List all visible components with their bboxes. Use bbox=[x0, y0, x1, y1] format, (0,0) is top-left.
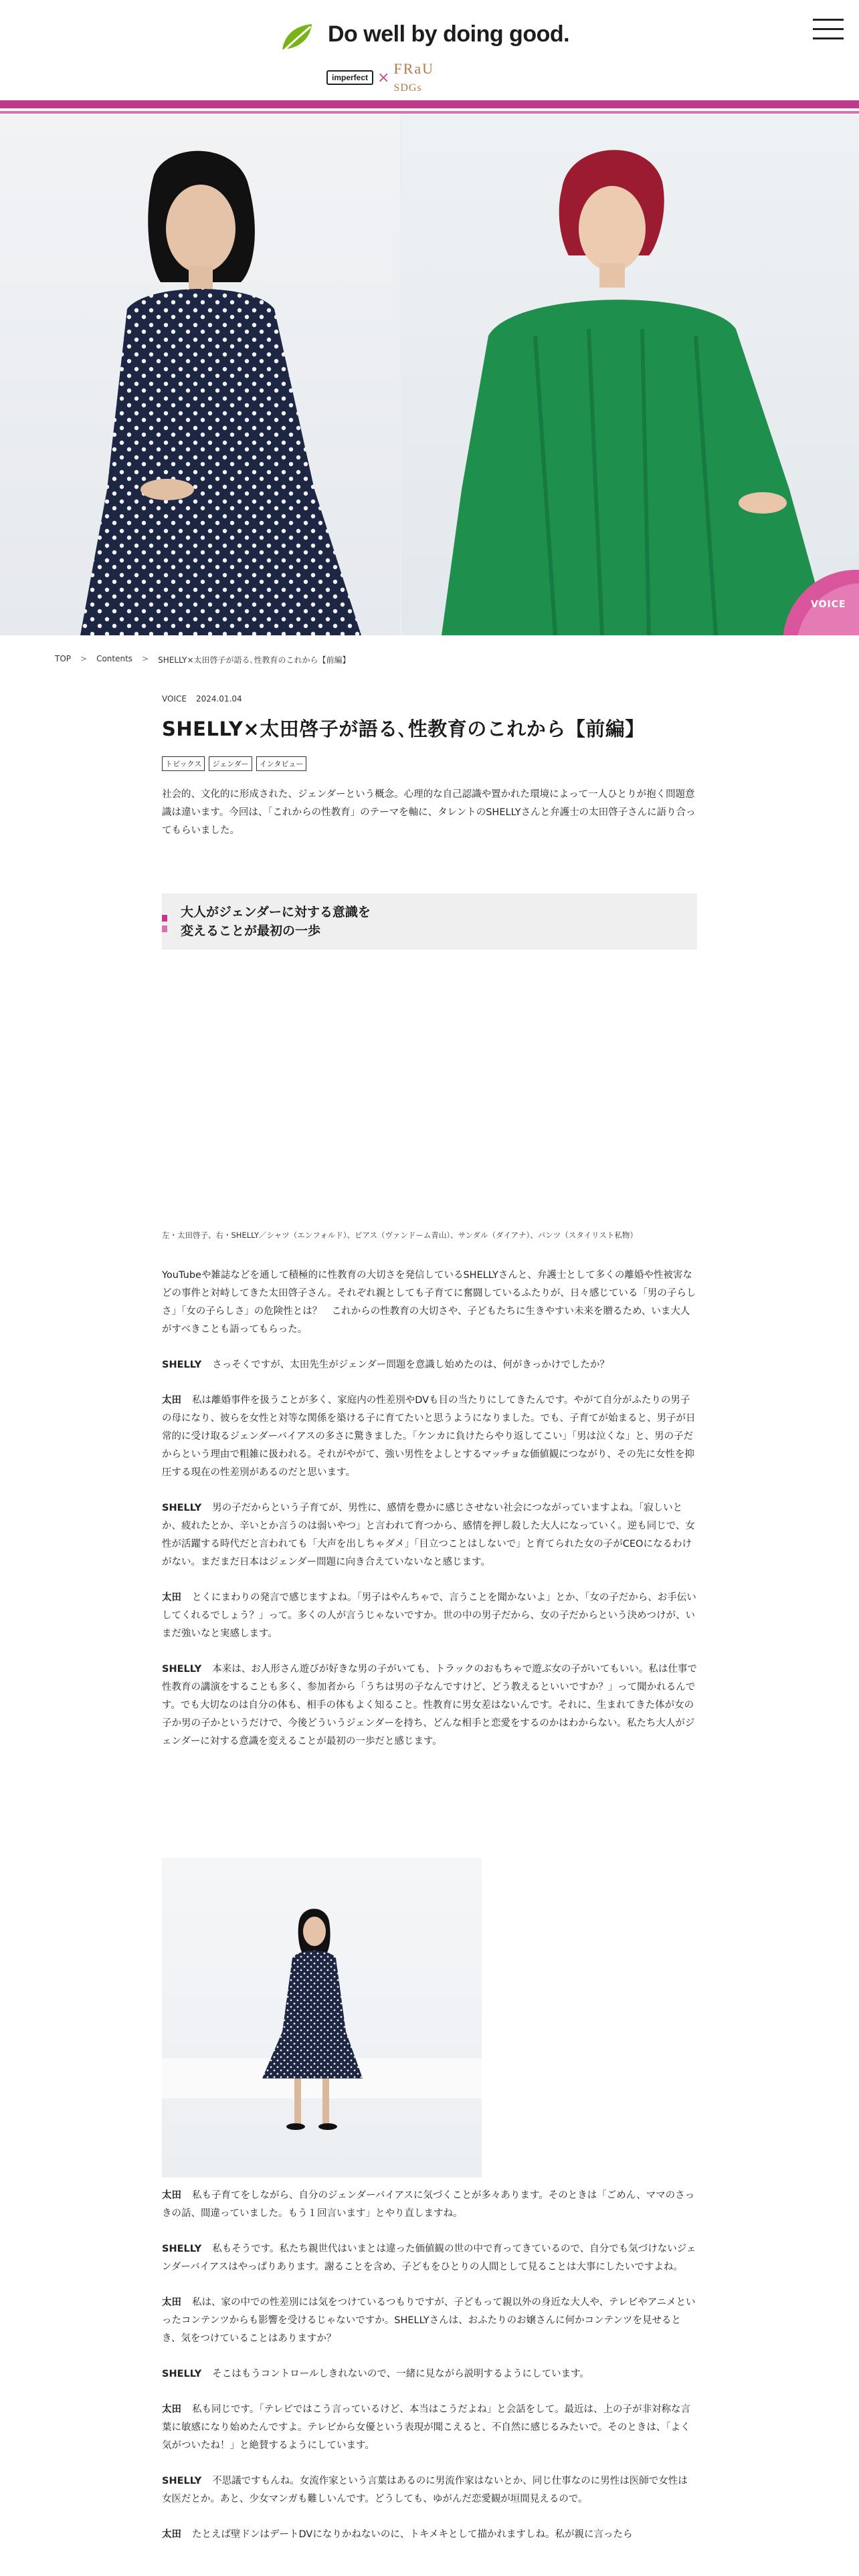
speaker-name: SHELLY bbox=[162, 1664, 202, 1675]
paragraph: 太田 私は離婚事件を扱うことが多く、家庭内の性差別やDVも目の当たりにしてきたんです。やがて自分がふたりの男子の母になり、彼らを女性と対等な関係を築ける子に育てたいと思うようになりました。でも、子育てが始まると、男子が日常的に受け取るジェンダーバイアスの多さに驚きました。「ケンカに負けたらやり返してこい」「男は泣くな」と、男の子だからという理由で粗雑に扱われる。それがやがて、強い男性をよしとするマッチョな価値観につながり、その先に女性を抑圧する現在の性差別があるのだと思います。 bbox=[162, 1395, 696, 1478]
article-body bbox=[162, 1267, 697, 1768]
imperfect-badge: imperfect bbox=[326, 70, 373, 85]
speaker-name: 太田 bbox=[162, 2404, 181, 2415]
logo-sub-brands bbox=[326, 60, 434, 95]
article-tags bbox=[162, 756, 697, 771]
speaker-name: SHELLY bbox=[162, 1360, 202, 1370]
woman-right-illustration-icon bbox=[401, 115, 859, 635]
paragraph: SHELLY 私もそうです。私たち親世代はいまとは違った価値観の世の中で育ってきているので、自分でも気づけないジェンダーバイアスはやっぱりあります。謝ることを含め、子どもをひとりの人間として見ることは大事にしたいですよね。 bbox=[162, 2244, 696, 2272]
article-lead: 社会的、文化的に形成された、ジェンダーという概念。心理的な自己認識や置かれた環境によって一人ひとりが抱く問題意識は違います。今回は、「これからの性教育」のテーマを軸に、タレントのSHELLYさんと弁護士の太田啓子さんに語り合ってもらいました。 bbox=[162, 789, 696, 836]
woman-left-illustration-icon bbox=[0, 115, 400, 635]
paragraph: 太田 とくにまわりの発言で感じますよね。「男子はやんちゃで、言うことを聞かないよ」とか、「女の子だから、お手伝いしてくれるでしょう？」って。多くの人が言うじゃないですか。世の中の男子だから、女の子だからという決めつけが、いまだ強いなと実感します。 bbox=[162, 1592, 696, 1639]
paragraph: SHELLY そこはもうコントロールしきれないので、一緒に見ながら説明するようにしています。 bbox=[162, 2369, 589, 2379]
breadcrumb-separator: > bbox=[142, 654, 149, 663]
hero-photo-left bbox=[0, 115, 400, 635]
header-accent-bar-thin bbox=[0, 111, 859, 114]
paragraph: 太田 私は、家の中での性差別には気をつけているつもりですが、子どもって親以外の身近な大人や、テレビやアニメといったコンテンツからも影響を受けるじゃないですか。SHELLYさんは、おふたりのお嬢さんに何かコンテンツを見せるとき、気をつけていることはありますか？ bbox=[162, 2297, 696, 2344]
voice-corner-label: VOICE bbox=[811, 599, 846, 610]
breadcrumb-top[interactable]: TOP bbox=[55, 654, 72, 663]
paragraph: SHELLY さっそくですが、太田先生がジェンダー問題を意識し始めたのは、何がきっかけでしたか？ bbox=[162, 1360, 609, 1370]
speaker-name: SHELLY bbox=[162, 2369, 202, 2379]
cross-mark: × bbox=[377, 69, 390, 86]
breadcrumb-current: SHELLY×太田啓子が語る､性教育のこれから【前編】 bbox=[158, 655, 351, 665]
paragraph: 太田 たとえば壁ドンはデートDVになりかねないのに、トキメキとして描かれますしね。私が親に言ったら bbox=[162, 2529, 633, 2540]
speaker-name: 太田 bbox=[162, 1395, 181, 1406]
site-title: Do well by doing good. bbox=[328, 21, 570, 47]
paragraph: 太田 私も子育てをしながら、自分のジェンダーバイアスに気づくことが多々あります。そのときは「ごめん、ママのさっきの話、間違っていました。もう１回言います」とやり直しますね。 bbox=[162, 2190, 695, 2219]
seated-woman-illustration-icon bbox=[162, 1858, 482, 2177]
speaker-name: 太田 bbox=[162, 1592, 181, 1603]
hero-image bbox=[0, 115, 859, 635]
leaf-logo-icon bbox=[281, 23, 314, 52]
section-heading-text: 大人がジェンダーに対する意識を 変えることが最初の一歩 bbox=[181, 905, 371, 938]
speaker-name: 太田 bbox=[162, 2529, 181, 2540]
speaker-name: SHELLY bbox=[162, 1503, 202, 1513]
paragraph: YouTubeや雑誌などを通して積極的に性教育の大切さを発信しているSHELLYさんと、弁護士として多くの離婚や性被害などの事件と対峙してきた太田啓子さん。それぞれ親としても子育てに奮闘しているふたりが、日々感じている「男の子らしさ」「女の子らしさ」の危険性とは？ これからの性教育の大切さや、子どもたちに生きやすい未来を贈るため、いま大人がすべきことも語ってもらった。 bbox=[162, 1270, 696, 1335]
speaker-name: SHELLY bbox=[162, 2476, 202, 2486]
article-date: 2024.01.04 bbox=[195, 694, 242, 704]
paragraph: SHELLY 男の子だからという子育てが、男性に、感情を豊かに感じさせない社会につながっていますよね。「寂しいとか、疲れたとか、辛いとか言うのは弱いやつ」と言われて育つから、感情を押し殺した大人になっていく。逆も同じで、女性が活躍する時代だと言われても「大声を出しちゃダメ」「目立つことはしないで」と育てられた女の子がCEOになるわけがない。まだまだ日本はジェンダー問題に向き合えていないなと感じます。 bbox=[162, 1503, 695, 1568]
breadcrumb-contents[interactable]: Contents bbox=[96, 654, 133, 663]
article-header bbox=[162, 694, 697, 840]
speaker-name: 太田 bbox=[162, 2190, 181, 2201]
article-category[interactable]: VOICE bbox=[162, 694, 187, 704]
tag-gender[interactable]: ジェンダー bbox=[209, 756, 252, 771]
hamburger-menu-icon[interactable] bbox=[813, 16, 845, 43]
hero-photo-right bbox=[401, 115, 859, 635]
article-meta bbox=[162, 694, 697, 704]
photo-caption: 左・太田啓子、右・SHELLY／シャツ（エンフォルド）、ピアス（ヴァンドーム青山）、サンダル（ダイアナ）、パンツ（スタイリスト私物） bbox=[162, 1230, 638, 1240]
site-header bbox=[0, 0, 859, 100]
tag-interview[interactable]: インタビュー bbox=[256, 756, 307, 771]
article-title: SHELLY×太田啓子が語る､性教育のこれから【前編】 bbox=[162, 718, 645, 740]
frau-brand: FRaU SDGs bbox=[393, 60, 435, 94]
paragraph: SHELLY 本来は、お人形さん遊びが好きな男の子がいても、トラックのおもちゃで遊ぶ女の子がいてもいい。私は仕事で性教育の講演をすることも多く、参加者から「うちは男の子なんですけど、どう教えるといいですか？」って聞かれるんです。でも大切なのは自分の体も、相手の体もよく知ること。性教育に男女差はないんです。それに、生まれてきた体が女の子か男の子かというだけで、今後どういうジェンダーを持ち、どんな相手と恋愛をするのかはわからない。私たち大人がジェンダーに対する意識を変えることが最初の一歩だと感じます。 bbox=[162, 1664, 697, 1747]
speaker-name: SHELLY bbox=[162, 2244, 202, 2254]
section-marker bbox=[162, 926, 167, 932]
section-heading bbox=[162, 893, 697, 950]
section-marker bbox=[162, 915, 167, 922]
header-accent-bar bbox=[0, 100, 859, 108]
breadcrumb-separator: > bbox=[80, 654, 88, 663]
speaker-name: 太田 bbox=[162, 2297, 181, 2308]
article-body-continued bbox=[162, 2187, 697, 2561]
breadcrumb bbox=[55, 654, 351, 665]
article-photo bbox=[162, 1858, 482, 2177]
paragraph: SHELLY 不思議ですもんね。女流作家という言葉はあるのに男流作家はないとか、同じ仕事なのに男性は医師で女性は女医だとか。あと、少女マンガも難しいんです。どうしても、ゆがんだ恋愛観が垣間見えるので。 bbox=[162, 2476, 688, 2504]
tag-topics[interactable]: トピックス bbox=[162, 756, 205, 771]
paragraph: 太田 私も同じです。「テレビではこう言っているけど、本当はこうだよね」と会話をして。最近は、上の子が非対称な言葉に敏感になり始めたんですよ。テレビから女優という表現が聞こえると、不自然に感じるみたいで。そのときは、「よく気がついたね！」と絶賛するようにしています。 bbox=[162, 2404, 691, 2451]
